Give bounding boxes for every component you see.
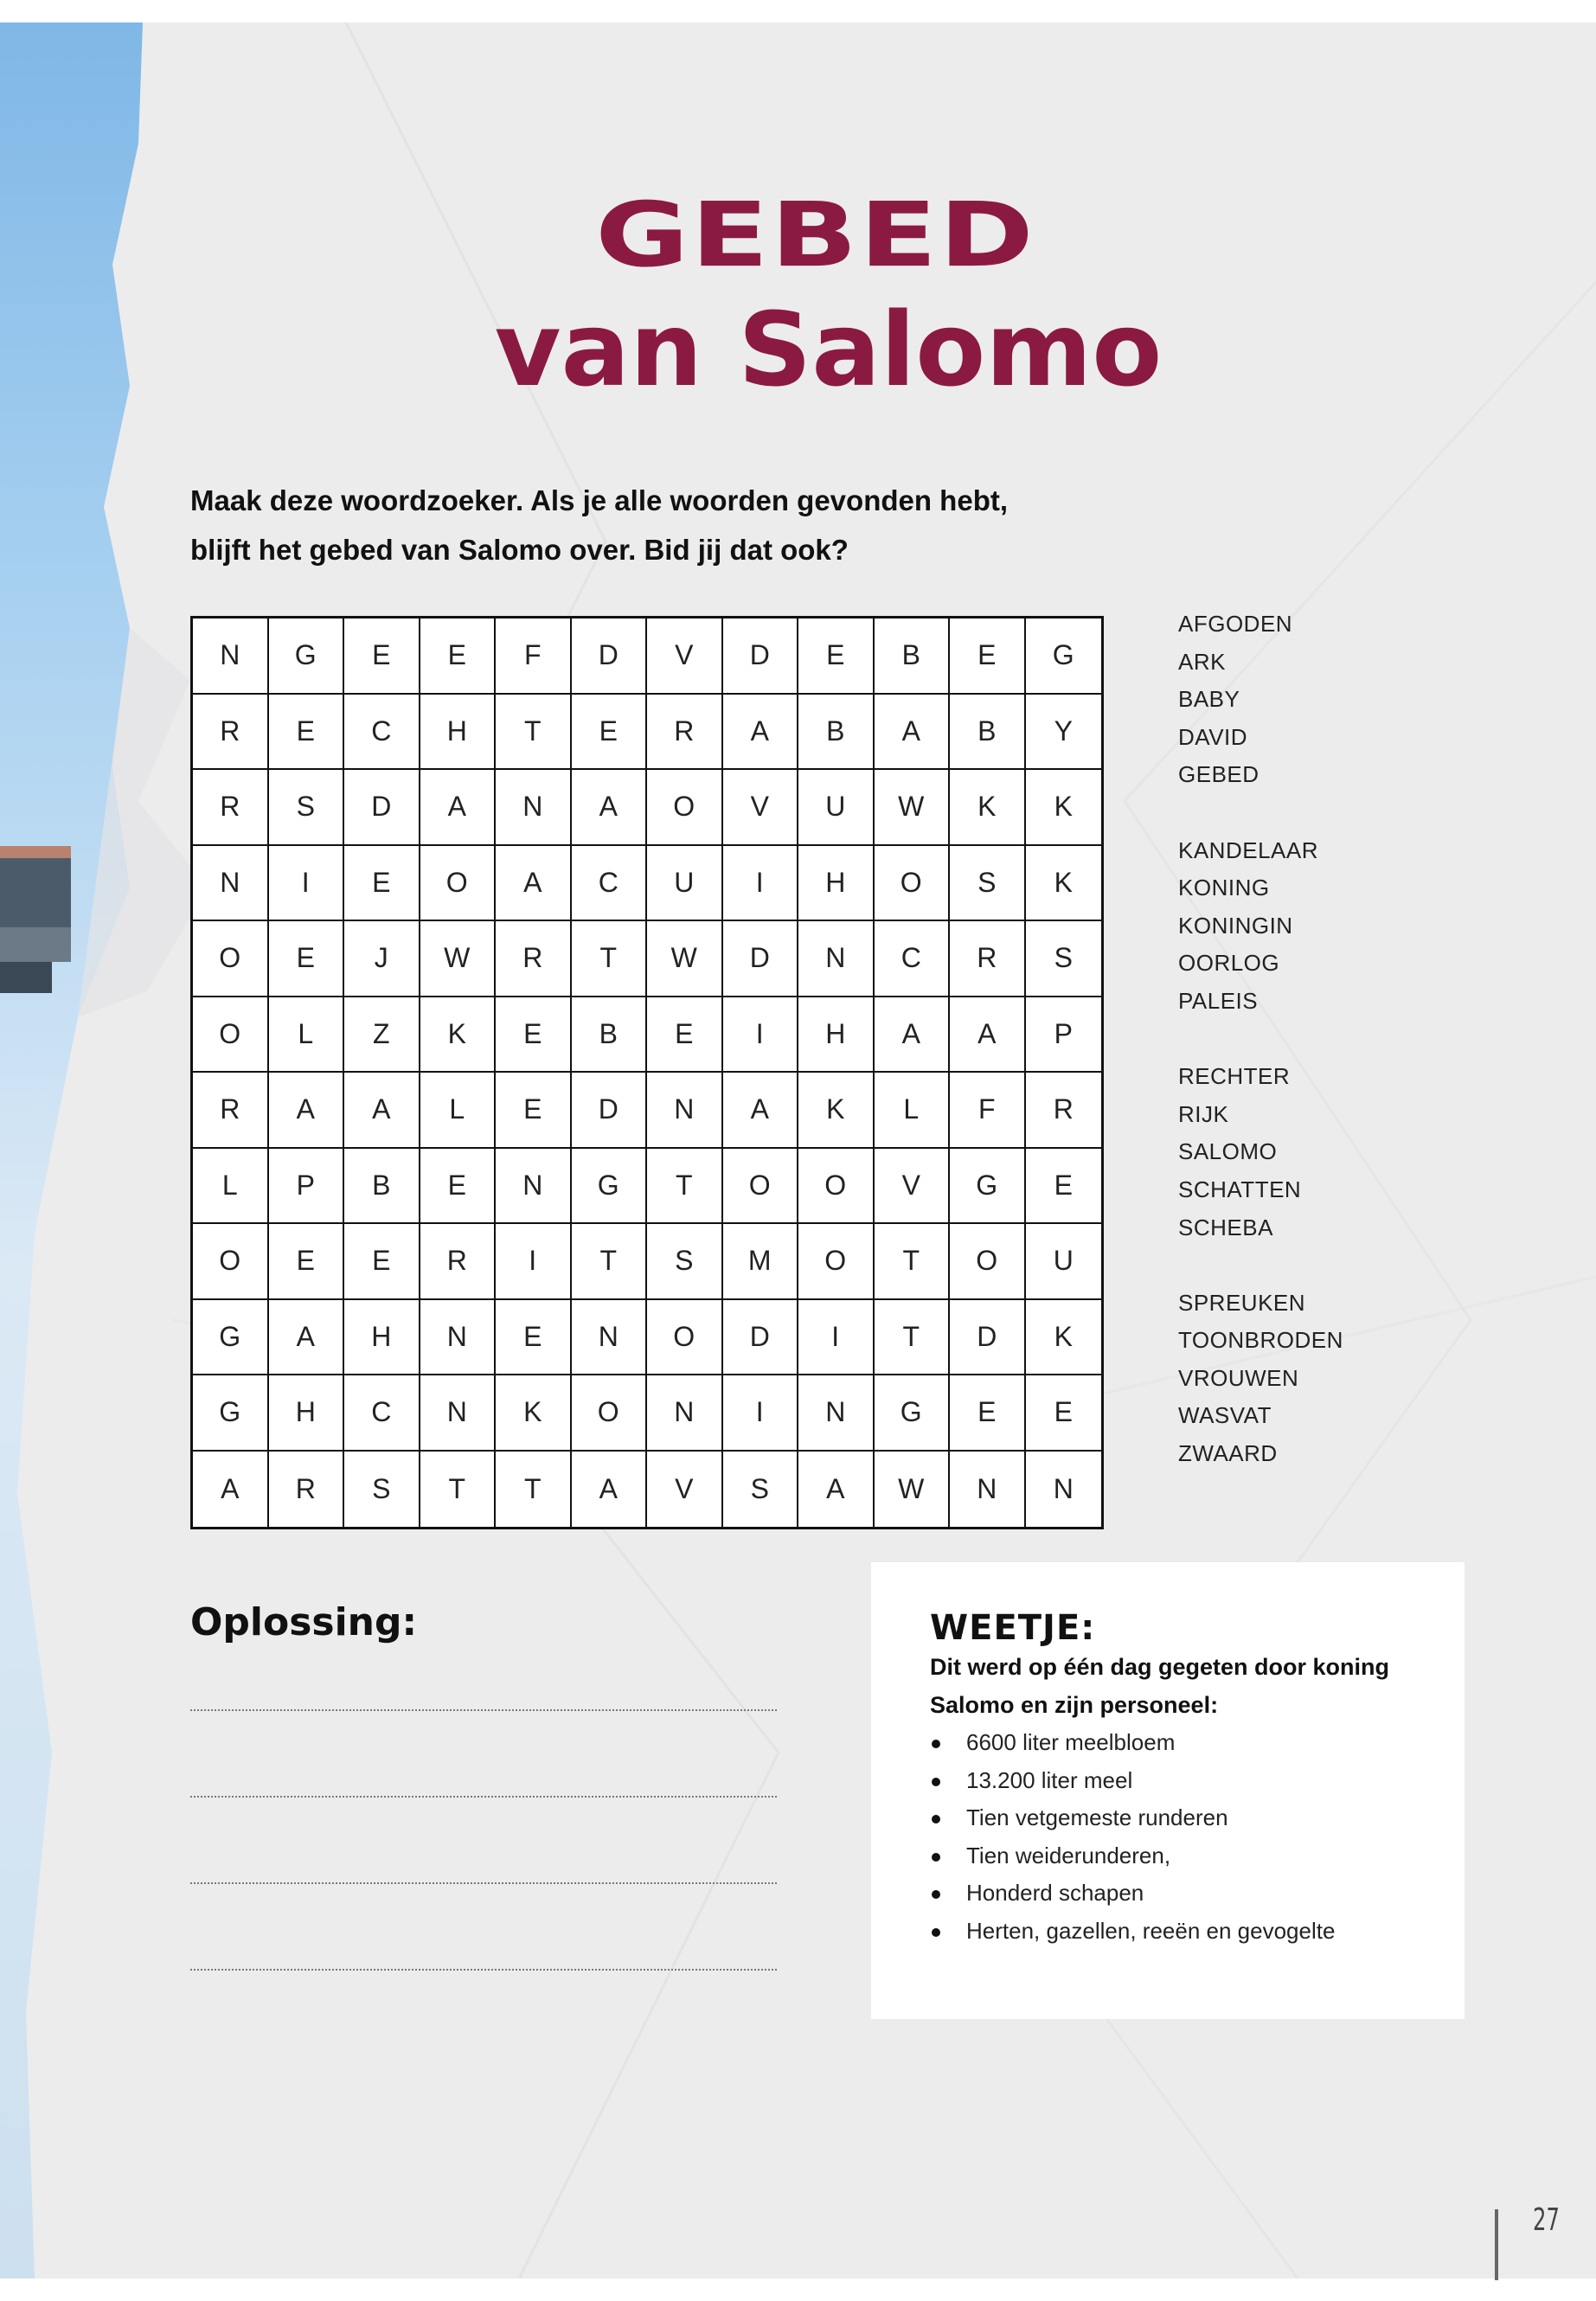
grid-cell[interactable]: E xyxy=(420,619,497,695)
grid-cell[interactable]: W xyxy=(875,770,951,846)
grid-cell[interactable]: E xyxy=(420,1149,497,1225)
grid-cell[interactable]: S xyxy=(344,1452,420,1528)
fact-item xyxy=(930,1762,1465,1800)
grid-cell[interactable]: L xyxy=(269,997,345,1074)
grid-cell[interactable]: O xyxy=(723,1149,799,1225)
grid-cell[interactable]: R xyxy=(193,770,269,846)
grid-cell[interactable]: O xyxy=(798,1149,875,1225)
grid-cell[interactable]: G xyxy=(193,1375,269,1452)
bullet-icon xyxy=(932,1853,940,1862)
grid-cell[interactable]: G xyxy=(572,1149,648,1225)
fact-item-text: 13.200 liter meel xyxy=(966,1766,1133,1793)
fact-item-text: Tien vetgemeste runderen xyxy=(966,1804,1228,1830)
grid-cell[interactable]: T xyxy=(875,1224,951,1300)
grid-cell[interactable]: A xyxy=(269,1073,345,1149)
grid-cell[interactable]: E xyxy=(647,997,723,1074)
page-title-line2: van Salomo xyxy=(494,290,1163,409)
grid-cell[interactable]: U xyxy=(647,846,723,922)
grid-cell[interactable]: E xyxy=(344,846,420,922)
grid-cell[interactable]: E xyxy=(269,695,345,771)
grid-cell[interactable]: E xyxy=(496,1073,572,1149)
word-list-item: TOONBRODEN xyxy=(1178,1327,1343,1354)
page-title-line1: GEBED xyxy=(595,183,1035,288)
solution-line[interactable] xyxy=(190,1709,777,1711)
word-list xyxy=(1178,606,1438,1510)
bullet-icon xyxy=(932,1740,940,1748)
grid-cell[interactable]: E xyxy=(572,695,648,771)
instructions xyxy=(190,476,1142,574)
word-list-item: GEBED xyxy=(1178,761,1259,788)
grid-cell[interactable]: T xyxy=(572,921,648,997)
grid-cell[interactable]: A xyxy=(420,770,497,846)
grid-cell[interactable]: E xyxy=(269,1224,345,1300)
bullet-icon xyxy=(932,1815,940,1823)
fact-title: WEETJE: xyxy=(930,1608,1096,1648)
grid-cell[interactable]: K xyxy=(496,1375,572,1452)
grid-cell[interactable]: I xyxy=(798,1300,875,1376)
grid-cell[interactable]: O xyxy=(420,846,497,922)
grid-cell[interactable]: B xyxy=(950,695,1026,771)
grid-cell[interactable]: O xyxy=(193,921,269,997)
grid-cell[interactable]: A xyxy=(798,1452,875,1528)
grid-cell[interactable]: B xyxy=(572,997,648,1074)
bullet-icon xyxy=(932,1890,940,1899)
word-list-item: SPREUKEN xyxy=(1178,1289,1306,1316)
fact-box xyxy=(871,1562,1465,2019)
grid-cell[interactable]: A xyxy=(875,997,951,1074)
grid-cell[interactable]: T xyxy=(496,695,572,771)
solution-label: Oplossing: xyxy=(190,1600,418,1644)
grid-cell[interactable]: E xyxy=(1026,1149,1102,1225)
grid-cell[interactable]: L xyxy=(193,1149,269,1225)
grid-cell[interactable]: D xyxy=(723,1300,799,1376)
bullet-icon xyxy=(932,1778,940,1786)
grid-cell[interactable]: N xyxy=(647,1073,723,1149)
word-list-item: WASVAT xyxy=(1178,1402,1272,1429)
grid-cell[interactable]: N xyxy=(647,1375,723,1452)
grid-cell[interactable]: E xyxy=(1026,1375,1102,1452)
grid-cell[interactable]: O xyxy=(572,1375,648,1452)
grid-cell[interactable]: H xyxy=(344,1300,420,1376)
grid-cell[interactable]: B xyxy=(875,619,951,695)
grid-cell[interactable]: L xyxy=(420,1073,497,1149)
fact-item-text: Tien weiderunderen, xyxy=(966,1842,1171,1868)
grid-cell[interactable]: O xyxy=(647,1300,723,1376)
grid-cell[interactable]: R xyxy=(193,1073,269,1149)
word-list-item: ZWAARD xyxy=(1178,1440,1278,1467)
grid-cell[interactable]: R xyxy=(1026,1073,1102,1149)
grid-cell[interactable]: G xyxy=(875,1375,951,1452)
grid-cell[interactable]: N xyxy=(798,921,875,997)
grid-cell[interactable]: N xyxy=(1053,1472,1074,1504)
word-group xyxy=(1178,606,1438,794)
grid-cell[interactable]: K xyxy=(950,770,1026,846)
grid-cell[interactable]: N xyxy=(496,770,572,846)
word-list-item: RECHTER xyxy=(1178,1063,1291,1090)
word-search-grid xyxy=(190,616,1104,1529)
grid-cell[interactable]: K xyxy=(1026,770,1102,846)
word-list-item: RIJK xyxy=(1178,1100,1229,1127)
grid-cell[interactable]: R xyxy=(269,1452,345,1528)
grid-cell[interactable]: C xyxy=(344,1375,420,1452)
fact-item xyxy=(930,1913,1465,1951)
grid-cell[interactable]: E xyxy=(344,619,420,695)
word-list-item: SCHATTEN xyxy=(1178,1176,1302,1202)
page-number: 27 xyxy=(1533,2202,1560,2238)
grid-cell[interactable]: D xyxy=(950,1300,1026,1376)
grid-cell[interactable]: N xyxy=(572,1300,648,1376)
grid-cell[interactable]: G xyxy=(269,619,345,695)
grid-cell[interactable]: G xyxy=(950,1149,1026,1225)
grid-cell[interactable]: K xyxy=(798,1073,875,1149)
grid-cell[interactable]: K xyxy=(420,997,497,1074)
grid-cell[interactable]: H xyxy=(420,695,497,771)
word-list-item: KANDELAAR xyxy=(1178,836,1318,863)
grid-cell[interactable]: V xyxy=(875,1149,951,1225)
grid-cell[interactable]: V xyxy=(723,770,799,846)
bullet-icon xyxy=(932,1928,940,1937)
grid-cell[interactable]: O xyxy=(950,1224,1026,1300)
grid-cell[interactable]: A xyxy=(723,695,799,771)
solution-line[interactable] xyxy=(190,1796,777,1798)
grid-cell[interactable]: D xyxy=(572,1073,648,1149)
grid-cell[interactable]: N xyxy=(193,619,269,695)
grid-cell[interactable]: H xyxy=(798,997,875,1074)
fact-intro: Dit werd op één dag gegeten door koning Salomo en zijn personeel: xyxy=(930,1654,1390,1718)
grid-cell[interactable]: E xyxy=(950,619,1026,695)
building-fragment xyxy=(0,846,71,993)
grid-cell[interactable]: H xyxy=(798,846,875,922)
grid-cell[interactable]: P xyxy=(269,1149,345,1225)
word-list-item: OORLOG xyxy=(1178,950,1280,977)
grid-cell[interactable]: I xyxy=(723,1375,799,1452)
grid-cell[interactable]: T xyxy=(420,1452,497,1528)
grid-cell[interactable]: A xyxy=(344,1073,420,1149)
fact-item-text: 6600 liter meelbloem xyxy=(966,1729,1176,1755)
grid-cell[interactable]: S xyxy=(723,1452,799,1528)
grid-cell[interactable]: A xyxy=(269,1300,345,1376)
grid-cell[interactable]: N xyxy=(420,1300,497,1376)
grid-cell[interactable]: W xyxy=(875,1452,951,1528)
grid-cell[interactable]: E xyxy=(496,997,572,1074)
grid-cell[interactable]: H xyxy=(269,1375,345,1452)
grid-cell[interactable]: N xyxy=(798,1375,875,1452)
grid-cell[interactable]: I xyxy=(269,846,345,922)
solution-line[interactable] xyxy=(190,1969,777,1971)
grid-cell[interactable]: N xyxy=(193,846,269,922)
word-list-item: SALOMO xyxy=(1178,1138,1278,1165)
grid-cell[interactable]: O xyxy=(798,1224,875,1300)
page-number-divider xyxy=(1495,2209,1498,2280)
grid-cell[interactable]: S xyxy=(1026,921,1102,997)
grid-cell[interactable]: M xyxy=(723,1224,799,1300)
grid-cell[interactable]: T xyxy=(647,1149,723,1225)
grid-cell[interactable]: U xyxy=(1026,1224,1102,1300)
solution-line[interactable] xyxy=(190,1882,777,1884)
grid-cell[interactable]: G xyxy=(1026,619,1102,695)
grid-cell[interactable]: Z xyxy=(344,997,420,1074)
grid-cell[interactable]: W xyxy=(420,921,497,997)
grid-cell[interactable]: A xyxy=(950,997,1026,1074)
fact-item xyxy=(930,1799,1465,1837)
grid-cell[interactable]: T xyxy=(875,1300,951,1376)
grid-cell[interactable]: G xyxy=(193,1300,269,1376)
word-list-item: KONINGIN xyxy=(1178,912,1293,939)
grid-cell[interactable]: S xyxy=(647,1224,723,1300)
grid-cell[interactable]: L xyxy=(875,1073,951,1149)
grid-cell[interactable]: D xyxy=(572,619,648,695)
grid-cell[interactable]: T xyxy=(496,1452,572,1528)
grid-cell[interactable]: F xyxy=(950,1073,1026,1149)
word-list-item: AFGODEN xyxy=(1178,611,1293,637)
grid-cell[interactable]: D xyxy=(344,770,420,846)
word-group xyxy=(1178,1285,1438,1473)
grid-cell[interactable]: O xyxy=(875,846,951,922)
grid-cell[interactable]: A xyxy=(875,695,951,771)
grid-cell[interactable]: A xyxy=(723,1073,799,1149)
grid-cell[interactable]: R xyxy=(193,695,269,771)
grid-cell[interactable]: S xyxy=(269,770,345,846)
grid-cell[interactable]: S xyxy=(950,846,1026,922)
word-group xyxy=(1178,1058,1438,1247)
grid-cell[interactable]: I xyxy=(496,1224,572,1300)
grid-cell[interactable]: A xyxy=(572,770,648,846)
grid-cell[interactable]: B xyxy=(798,695,875,771)
fact-item xyxy=(930,1724,1465,1762)
grid-cell[interactable]: R xyxy=(647,695,723,771)
grid-cell[interactable]: T xyxy=(572,1224,648,1300)
grid-cell[interactable]: O xyxy=(647,770,723,846)
grid-cell[interactable]: R xyxy=(496,921,572,997)
grid-cell[interactable]: D xyxy=(723,921,799,997)
grid-cell[interactable]: E xyxy=(269,921,345,997)
grid-cell[interactable]: Y xyxy=(1026,695,1102,771)
grid-cell[interactable]: F xyxy=(496,619,572,695)
grid-cell[interactable]: V xyxy=(647,1452,723,1528)
fact-list xyxy=(930,1724,1465,1950)
grid-cell[interactable]: I xyxy=(723,997,799,1074)
word-list-item: DAVID xyxy=(1178,723,1248,750)
grid-cell[interactable]: V xyxy=(647,619,723,695)
grid-cell[interactable]: N xyxy=(420,1375,497,1452)
grid-cell[interactable]: O xyxy=(193,997,269,1074)
fact-item xyxy=(930,1875,1465,1913)
word-list-item: SCHEBA xyxy=(1178,1214,1273,1240)
word-list-item: PALEIS xyxy=(1178,987,1259,1014)
word-list-item: ARK xyxy=(1178,648,1226,675)
grid-cell[interactable]: B xyxy=(344,1149,420,1225)
word-list-item: VROUWEN xyxy=(1178,1364,1299,1391)
grid-cell[interactable]: P xyxy=(1026,997,1102,1074)
grid-cell[interactable]: U xyxy=(798,770,875,846)
word-list-item: KONING xyxy=(1178,875,1270,901)
grid-cell[interactable]: N xyxy=(950,1452,1026,1528)
grid-cell[interactable]: A xyxy=(496,846,572,922)
fact-item-text: Herten, gazellen, reeën en gevogelte xyxy=(966,1917,1336,1944)
grid-cell[interactable]: N xyxy=(496,1149,572,1225)
fact-item-text: Honderd schapen xyxy=(966,1880,1144,1906)
grid-cell[interactable]: C xyxy=(572,846,648,922)
grid-cell[interactable]: E xyxy=(798,619,875,695)
grid-cell[interactable]: A xyxy=(193,1452,269,1528)
instructions-line: blijft het gebed van Salomo over. Bid jij dat ook? xyxy=(190,534,849,566)
grid-cell[interactable]: O xyxy=(193,1224,269,1300)
grid-cell[interactable]: E xyxy=(344,1224,420,1300)
instructions-line: Maak deze woordzoeker. Als je alle woorden gevonden hebt, xyxy=(190,484,1009,516)
grid-cell[interactable]: K xyxy=(1026,1300,1102,1376)
grid-cell[interactable]: C xyxy=(344,695,420,771)
grid-cell[interactable]: E xyxy=(496,1300,572,1376)
grid-cell[interactable]: A xyxy=(572,1452,648,1528)
grid-cell[interactable]: R xyxy=(420,1224,497,1300)
grid-cell[interactable]: J xyxy=(344,921,420,997)
grid-cell[interactable]: W xyxy=(647,921,723,997)
word-list-item: BABY xyxy=(1178,686,1240,713)
grid-cell[interactable]: K xyxy=(1026,846,1102,922)
grid-cell[interactable]: E xyxy=(950,1375,1026,1452)
grid-cell[interactable]: D xyxy=(723,619,799,695)
grid-cell[interactable]: R xyxy=(950,921,1026,997)
fact-item xyxy=(930,1837,1465,1875)
word-group xyxy=(1178,832,1438,1021)
grid-cell[interactable]: I xyxy=(723,846,799,922)
grid-cell[interactable]: C xyxy=(875,921,951,997)
